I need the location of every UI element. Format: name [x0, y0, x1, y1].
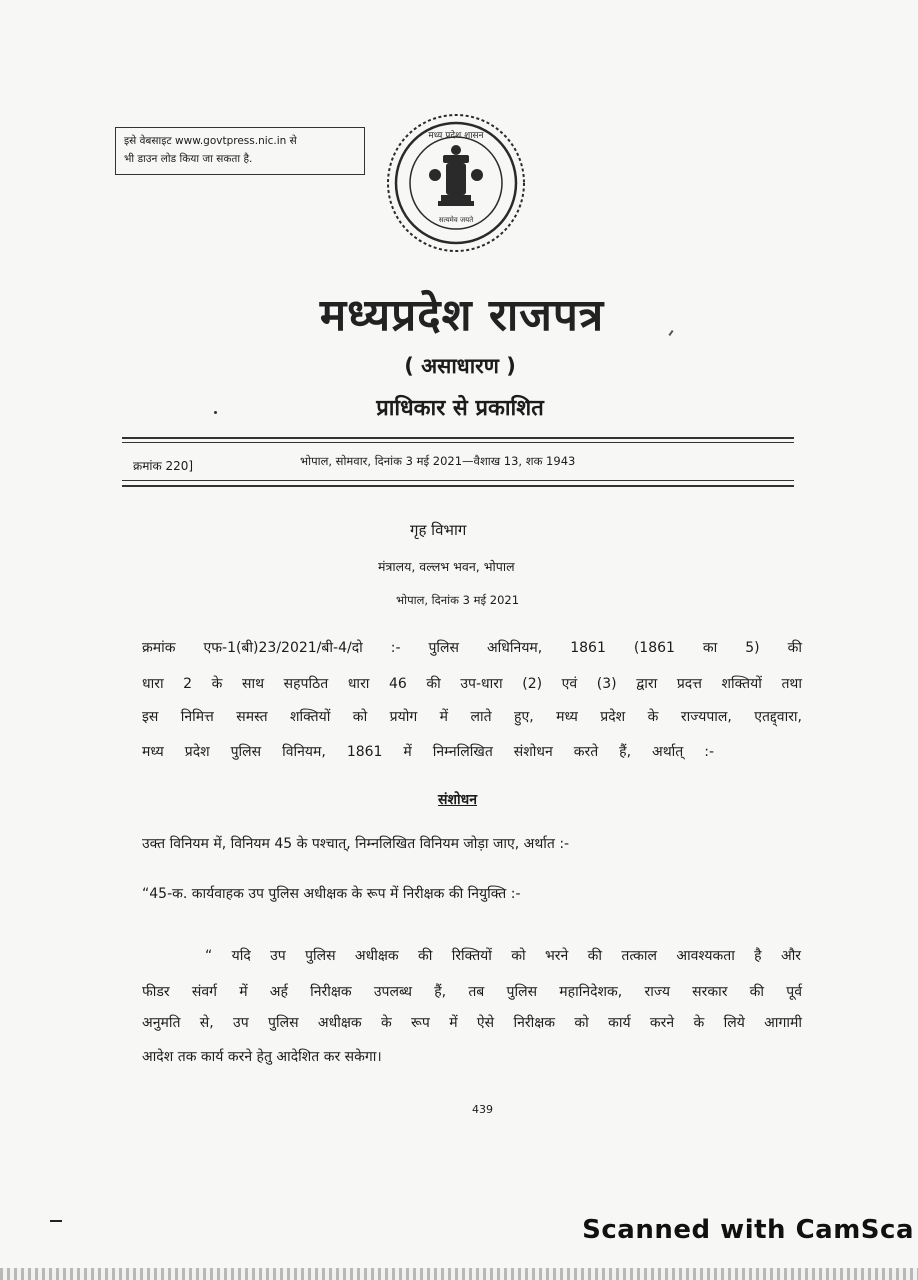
gazette-subtitle: ( असाधारण )	[404, 354, 516, 378]
header-rule-bottom-1	[122, 480, 794, 481]
website-notice-line-1: इसे वेबसाइट www.govtpress.nic.in से	[124, 135, 297, 147]
ministry-address: मंत्रालय, वल्लभ भवन, भोपाल	[378, 559, 515, 574]
website-notice-line-2: भी डाउन लोड किया जा सकता है.	[124, 153, 253, 165]
header-rule-top-2	[122, 442, 794, 443]
gazette-title: मध्यप्रदेश राजपत्र	[319, 290, 605, 341]
scan-tick-mark	[668, 330, 673, 336]
section-body-line-1: “ यदि उप पुलिस अधीक्षक की रिक्तियों को भरने की तत्काल आवश्यकता है और	[205, 948, 801, 964]
para1-line-3: इस निमित्त समस्त शक्तियों को प्रयोग में लाते हुए, मध्य प्रदेश के राज्यपाल, एतद्द्वारा,	[142, 709, 802, 725]
publication-authority: प्राधिकार से प्रकाशित	[376, 396, 544, 421]
issue-dateline: भोपाल, सोमवार, दिनांक 3 मई 2021—वैशाख 13, शक 1943	[300, 454, 576, 468]
emblem-top-text: मध्य प्रदेश शासन	[428, 131, 484, 141]
header-rule-top-1	[122, 437, 794, 439]
camscanner-watermark: Scanned with CamSca	[582, 1215, 914, 1245]
header-rule-bottom-2	[122, 485, 794, 487]
state-emblem-icon	[383, 110, 529, 256]
department-heading: गृह विभाग	[410, 521, 467, 539]
notice-date: भोपाल, दिनांक 3 मई 2021	[396, 593, 520, 607]
issue-number: क्रमांक 220]	[133, 459, 194, 473]
scan-dot-mark	[214, 411, 217, 414]
para1-line-4: मध्य प्रदेश पुलिस विनियम, 1861 में निम्नलिखित संशोधन करते हैं, अर्थात् :-	[142, 744, 714, 760]
page-number: 439	[472, 1103, 493, 1116]
amendment-intro: उक्त विनियम में, विनियम 45 के पश्चात्, निम्नलिखित विनियम जोड़ा जाए, अर्थात :-	[142, 836, 570, 852]
section-body-line-3: अनुमति से, उप पुलिस अधीक्षक के रूप में ऐसे निरीक्षक को कार्य करने के लिये आगामी	[142, 1015, 802, 1031]
emblem-motto: सत्यमेव जयते	[438, 216, 474, 224]
scan-edge-strip	[0, 1268, 918, 1280]
amendment-heading: संशोधन	[438, 792, 477, 808]
section-45k-title: “45-क. कार्यवाहक उप पुलिस अधीक्षक के रूप में निरीक्षक की नियुक्ति :-	[142, 886, 521, 902]
scan-dash-mark	[50, 1220, 62, 1222]
para1-line-1: क्रमांक एफ-1(बी)23/2021/बी-4/दो :- पुलिस अधिनियम, 1861 (1861 का 5) की	[142, 640, 802, 656]
section-body-line-4: आदेश तक कार्य करने हेतु आदेशित कर सकेगा।	[142, 1049, 382, 1065]
para1-line-2: धारा 2 के साथ सहपठित धारा 46 की उप-धारा (2) एवं (3) द्वारा प्रदत्त शक्तियों तथा	[142, 676, 802, 692]
website-notice-box	[115, 127, 365, 175]
section-body-line-2: फीडर संवर्ग में अर्ह निरीक्षक उपलब्ध हैं, तब पुलिस महानिदेशक, राज्य सरकार की पूर्व	[142, 984, 802, 1000]
